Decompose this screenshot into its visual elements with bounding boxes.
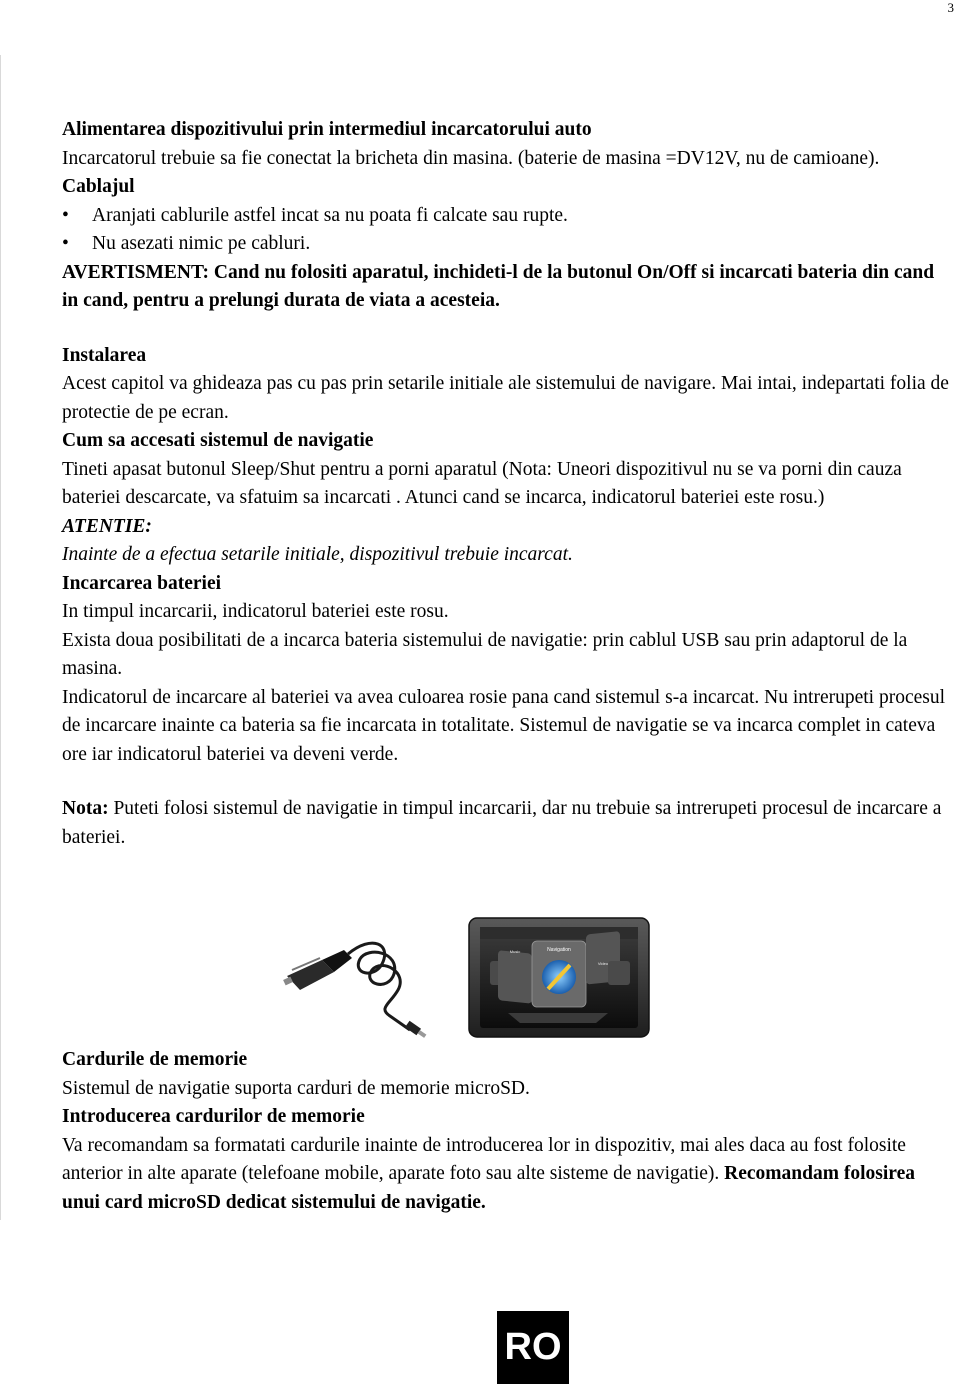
- attention-label: ATENTIE:: [62, 515, 152, 537]
- access-text: Tineti apasat butonul Sleep/Shut pentru a porni aparatul (Nota: Uneori dispozitivul nu se va porni din cauza bateriei descarcate, va sfatuim sa incarcati . Atunci cand se incarca, indicatorul bateriei este rosu.): [62, 458, 902, 508]
- access-heading: Cum sa accesati sistemul de navigatie: [62, 430, 374, 451]
- device-right-label: Video: [597, 961, 609, 966]
- list-item: • Aranjati cablurile astfel incat sa nu poata fi calcate sau rupte.: [62, 202, 954, 231]
- insert-cards-text: Va recomandam sa formatati cardurile inainte de introducerea lor in dispozitiv, mai ales daca au fost folosite anterior in alte aparate (telefoane mobile, aparate foto sau alte sisteme de navigatie).: [62, 1134, 906, 1184]
- spacer: [62, 769, 954, 795]
- cards-text: Sistemul de navigatie suporta carduri de memorie microSD.: [62, 1077, 530, 1099]
- left-margin-rule: [0, 55, 1, 1220]
- charger-plug: [283, 950, 352, 990]
- insert-cards-heading: Introducerea cardurilor de memorie: [62, 1106, 365, 1127]
- install-heading: Instalarea: [62, 344, 147, 366]
- charger-connector: [405, 1021, 426, 1038]
- charging-text-1: In timpul incarcarii, indicatorul bateriei este rosu.: [62, 601, 449, 622]
- wiring-bullet-list: [62, 202, 954, 259]
- charging-heading: Incarcarea bateriei: [62, 572, 222, 594]
- cards-heading: Cardurile de memorie: [62, 1049, 248, 1070]
- language-badge: RO: [497, 1311, 569, 1384]
- page-number: 3: [947, 0, 954, 15]
- insert-cards-recommendation: Recomandam folosirea unui card microSD dedicat sistemului de navigatie.: [62, 1163, 915, 1213]
- insert-cards-paragraph: [62, 1132, 954, 1218]
- wiring-heading: Cablajul: [62, 176, 135, 197]
- warning-text: AVERTISMENT: Cand nu folositi aparatul, inchideti-l de la butonul On/Off si incarcati bateria din cand in cand, pentru a prelungi durata de viata a acesteia.: [62, 261, 935, 311]
- gps-device-image: [468, 917, 650, 1038]
- device-left-label: Music: [509, 949, 521, 954]
- document-body-continued: [62, 1046, 954, 1217]
- charging-note: [62, 795, 954, 852]
- note-label: Nota:: [62, 798, 109, 819]
- note-text: Puteti folosi sistemul de navigatie in timpul incarcarii, dar nu trebuie sa intrerupeti procesul de incarcare a bateriei.: [62, 798, 942, 848]
- car-charger-image: [282, 924, 432, 1039]
- figures-row: [0, 914, 960, 1042]
- device-center-label: Navigation: [547, 947, 571, 953]
- charger-cable: [348, 943, 410, 1030]
- attention-text: Inainte de a efectua setarile initiale, dispozitivul trebuie incarcat.: [62, 544, 573, 565]
- spacer: [62, 316, 954, 342]
- power-heading: Alimentarea dispozitivului prin intermediul incarcatorului auto: [62, 119, 592, 140]
- power-text: Incarcatorul trebuie sa fie conectat la bricheta din masina. (baterie de masina =DV12V, nu de camioane).: [62, 147, 880, 169]
- document-body: [62, 116, 954, 852]
- charging-text-3: Indicatorul de incarcare al bateriei va avea culoarea rosie pana cand sistemul s-a incarcat. Nu intrerupeti procesul de incarcare inainte ca bateria sa fie incarcata in totalitate. Sistemul de navigatie se va incarca complet in cateva ore iar indicatorul bateriei va deveni verde.: [62, 686, 946, 765]
- charging-text-2: Exista doua posibilitati de a incarca bateria sistemului de navigatie: prin cablul USB sau prin adaptorul de la masina.: [62, 629, 908, 679]
- list-item: • Nu asezati nimic pe cabluri.: [62, 230, 954, 259]
- install-text: Acest capitol va ghideaza pas cu pas prin setarile initiale ale sistemului de navigare. Mai intai, indepartati folia de protectie de pe ecran.: [62, 373, 949, 423]
